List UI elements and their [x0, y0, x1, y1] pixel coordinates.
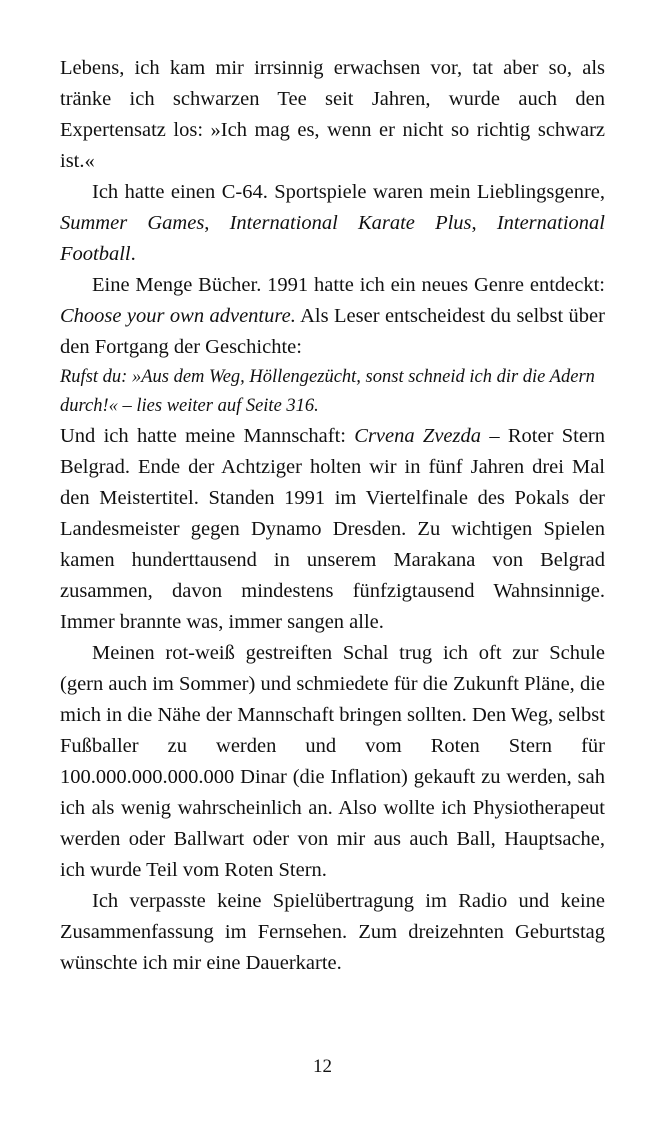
separator: ,	[204, 212, 230, 234]
paragraph-3	[60, 270, 605, 363]
paragraph-1: Lebens, ich kam mir irrsinnig erwachsen vor, tat aber so, als tränke ich schwarzen Tee seit Jahren, wurde auch den Expertensatz los: »Ich mag es, wenn er nicht so richtig schwarz ist.«	[60, 57, 605, 172]
genre-title: Choose your own adventure.	[60, 305, 296, 327]
paragraph-2-end: .	[130, 243, 136, 265]
body-text	[60, 53, 605, 979]
game-title-summer-games: Summer Games	[60, 212, 205, 234]
paragraph-3-text-a: Eine Menge Bücher. 1991 hatte ich ein neues Genre entdeckt:	[92, 274, 605, 296]
paragraph-4	[60, 421, 605, 638]
page-number: 12	[313, 1056, 332, 1077]
paragraph-3-text-b: Als Leser entscheidest du selbst über den Fortgang der Geschichte:	[60, 305, 605, 358]
game-title-football: International Football	[60, 212, 605, 265]
game-title-karate: International Karate Plus	[229, 212, 472, 234]
paragraph-2-text: Ich hatte einen C-64. Sportspiele waren mein Lieblingsgenre,	[92, 181, 605, 203]
paragraph-4-text-b: – Roter Stern Belgrad. Ende der Achtziger holten wir in fünf Jahren drei Mal den Meistertitel. Standen 1991 im Viertelfinale des Pokals der Landesmeister gegen Dynamo Dresden. Zu wichtigen Spielen kamen hunderttausend in unserem Marakana von Belgrad zusammen, davon mindestens fünfzigtausend Wahnsinnige. Immer brannte was, immer sangen alle.	[60, 425, 605, 633]
paragraph-4-text-a: Und ich hatte meine Mannschaft:	[60, 425, 355, 447]
block-quote: Rufst du: »Aus dem Weg, Höllengezücht, sonst schneid ich dir die Adern durch!« – lies weiter auf Seite 316.	[60, 367, 595, 416]
separator: ,	[471, 212, 497, 234]
paragraph-6: Ich verpasste keine Spielübertragung im Radio und keine Zusammenfassung im Fernsehen. Zum dreizehnten Geburtstag wünschte ich mir eine Dauerkarte.	[60, 890, 605, 974]
paragraph-5: Meinen rot-weiß gestreiften Schal trug ich oft zur Schule (gern auch im Sommer) und schmiedete für die Zukunft Pläne, die mich in die Nähe der Mannschaft bringen sollten. Den Weg, selbst Fußballer zu werden und vom Roten Stern für 100.000.000.000.000 Dinar (die Inflation) gekauft zu werden, sah ich als wenig wahrscheinlich an. Also wollte ich Physiotherapeut werden oder Ballwart oder von mir aus auch Ball, Hauptsache, ich wurde Teil vom Roten Stern.	[60, 642, 605, 881]
team-name: Crvena Zvezda	[354, 425, 482, 447]
paragraph-2	[60, 177, 605, 270]
